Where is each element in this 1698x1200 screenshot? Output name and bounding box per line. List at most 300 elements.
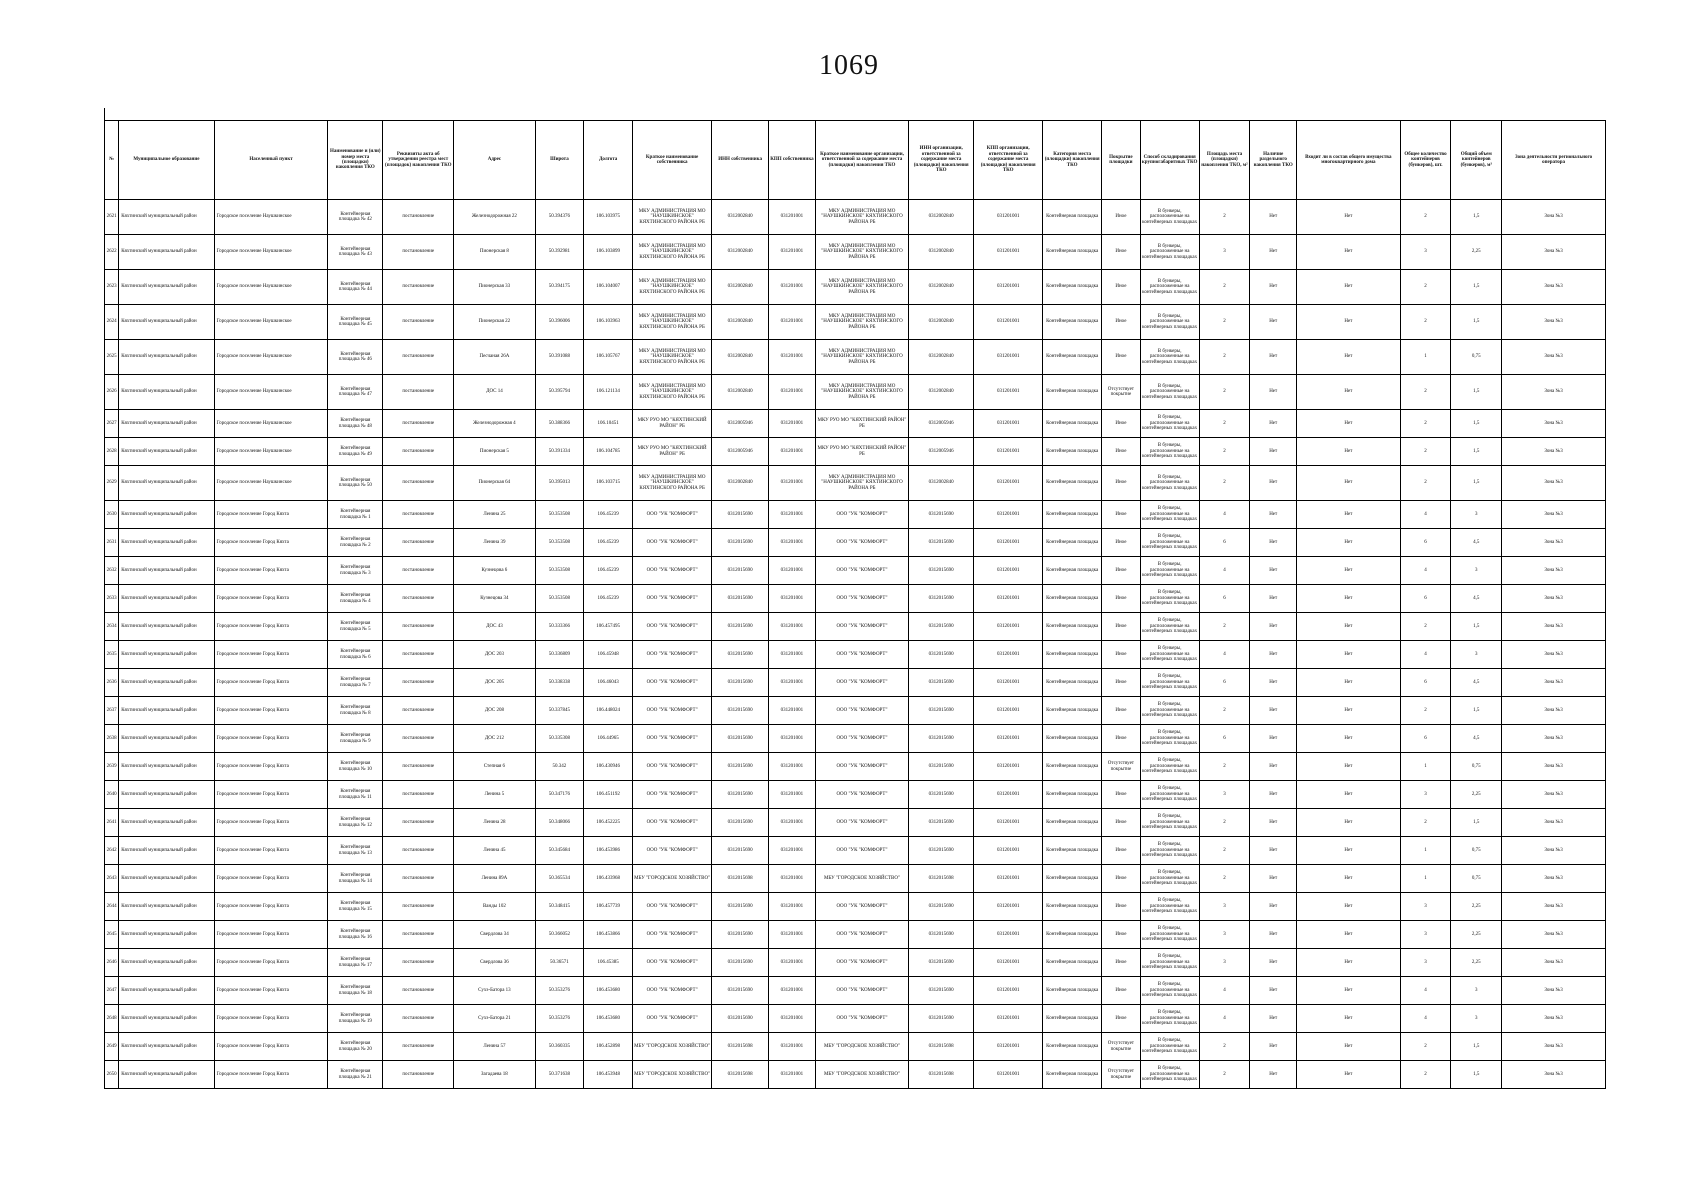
table-cell: Городское поселение Город Кяхта (214, 669, 328, 697)
table-cell: 50.394376 (535, 200, 584, 235)
table-cell: Нет (1297, 585, 1401, 613)
table-row (105, 557, 1606, 585)
table-cell: 031201001 (769, 921, 816, 949)
table-cell: 2 (1400, 200, 1451, 235)
table-cell: 2,25 (1451, 921, 1502, 949)
table-cell: 031201001 (974, 753, 1043, 781)
table-cell: 6 (1199, 585, 1250, 613)
table-cell: 031201001 (769, 613, 816, 641)
table-cell: Зона №3 (1502, 466, 1606, 501)
table-cell: Контейнерная площадка № 42 (328, 200, 383, 235)
table-cell: Контейнерная площадка (1043, 529, 1102, 557)
table-cell: Контейнерная площадка (1043, 613, 1102, 641)
table-row (105, 837, 1606, 865)
table-cell: Контейнерная площадка № 19 (328, 1005, 383, 1033)
table-cell: 106.121134 (584, 375, 633, 410)
table-cell: 50.392981 (535, 235, 584, 270)
table-cell: Контейнерная площадка (1043, 270, 1102, 305)
table-cell: Зона №3 (1502, 529, 1606, 557)
table-cell: Контейнерная площадка № 46 (328, 340, 383, 375)
table-cell: Кяхтинский муниципальный район (119, 235, 214, 270)
table-cell: МКУ АДМИНИСТРАЦИЯ МО "НАУШКИНСКОЕ" КЯХТИНСКОГО РАЙОНА РБ (815, 200, 908, 235)
table-cell: 031201001 (769, 340, 816, 375)
table-cell: Нет (1250, 466, 1297, 501)
table-cell: 031201001 (974, 1033, 1043, 1061)
table-cell: 2624 (105, 305, 119, 340)
table-cell: Кяхтинский муниципальный район (119, 669, 214, 697)
table-cell: Ленина 45 (454, 837, 535, 865)
table-cell: В бункеры, расположенные на контейнерных площадках (1140, 781, 1199, 809)
table-cell: В бункеры, расположенные на контейнерных площадках (1140, 837, 1199, 865)
table-cell: 031201001 (974, 669, 1043, 697)
table-cell: Городское поселение Город Кяхта (214, 753, 328, 781)
table-cell: 106.453986 (584, 837, 633, 865)
table-cell: В бункеры, расположенные на контейнерных площадках (1140, 865, 1199, 893)
table-cell: Кяхтинский муниципальный район (119, 466, 214, 501)
table-cell: ООО "УК "КОМФОРТ" (633, 977, 712, 1005)
table-cell: 031201001 (974, 613, 1043, 641)
table-cell: ООО "УК "КОМФОРТ" (815, 893, 908, 921)
table-cell: постановление (383, 865, 454, 893)
table-cell: Контейнерная площадка № 3 (328, 557, 383, 585)
column-header: Категория места (площадки) накопления ТКО (1043, 121, 1102, 200)
table-cell: 0312002840 (712, 200, 769, 235)
table-cell: постановление (383, 669, 454, 697)
table-cell: Нет (1297, 438, 1401, 466)
table-cell: 3 (1451, 557, 1502, 585)
table-body (105, 200, 1606, 1089)
table-cell: Контейнерная площадка № 45 (328, 305, 383, 340)
table-cell: Нет (1297, 375, 1401, 410)
table-row (105, 753, 1606, 781)
table-cell: 0312015690 (712, 809, 769, 837)
table-cell: ООО "УК "КОМФОРТ" (633, 613, 712, 641)
table-cell: 106.103899 (584, 235, 633, 270)
table-cell: МКУ АДМИНИСТРАЦИЯ МО "НАУШКИНСКОЕ" КЯХТИНСКОГО РАЙОНА РБ (633, 340, 712, 375)
table-cell: Нет (1297, 1005, 1401, 1033)
page-number: 1069 (819, 50, 879, 81)
table-cell: Зона №3 (1502, 305, 1606, 340)
table-row (105, 501, 1606, 529)
table-cell: 0312015690 (909, 977, 974, 1005)
table-cell: 0312015690 (712, 529, 769, 557)
table-cell: ООО "УК "КОМФОРТ" (815, 669, 908, 697)
table-cell: постановление (383, 949, 454, 977)
table-cell: 031201001 (974, 809, 1043, 837)
table-cell: 4 (1199, 557, 1250, 585)
table-cell: 0312015690 (712, 641, 769, 669)
table-cell: Нет (1297, 949, 1401, 977)
table-cell: Нет (1250, 557, 1297, 585)
table-cell: Городское поселение Наушкинское (214, 235, 328, 270)
table-cell: 4 (1400, 1005, 1451, 1033)
table-cell: 2 (1199, 438, 1250, 466)
table-cell: 031201001 (974, 200, 1043, 235)
table-cell: В бункеры, расположенные на контейнерных площадках (1140, 529, 1199, 557)
table-cell: 1,5 (1451, 1033, 1502, 1061)
table-cell: ООО "УК "КОМФОРТ" (815, 585, 908, 613)
table-cell: Городское поселение Наушкинское (214, 305, 328, 340)
table-cell: 2644 (105, 893, 119, 921)
table-cell: ООО "УК "КОМФОРТ" (633, 921, 712, 949)
table-cell: Зона №3 (1502, 641, 1606, 669)
table-cell: ДОС 208 (454, 697, 535, 725)
table-cell: Зона №3 (1502, 809, 1606, 837)
table-cell: 031201001 (974, 921, 1043, 949)
table-cell: ДОС 205 (454, 669, 535, 697)
table-cell: постановление (383, 1061, 454, 1089)
table-cell: 50.337845 (535, 697, 584, 725)
table-cell: постановление (383, 340, 454, 375)
table-cell: 0312002840 (712, 466, 769, 501)
table-cell: 2 (1199, 270, 1250, 305)
table-cell: постановление (383, 270, 454, 305)
table-cell: Кяхтинский муниципальный район (119, 529, 214, 557)
table-cell: Зона №3 (1502, 837, 1606, 865)
table-cell: 106.457495 (584, 613, 633, 641)
table-cell: Нет (1297, 410, 1401, 438)
table-cell: Городское поселение Город Кяхта (214, 697, 328, 725)
table-cell: 0312002840 (712, 235, 769, 270)
table-cell: 031201001 (974, 1005, 1043, 1033)
table-cell: Городское поселение Город Кяхта (214, 977, 328, 1005)
table-cell: Нет (1297, 1033, 1401, 1061)
table-cell: Иное (1102, 466, 1141, 501)
table-cell: 1,5 (1451, 697, 1502, 725)
table-cell: В бункеры, расположенные на контейнерных площадках (1140, 340, 1199, 375)
table-cell: ДОС 203 (454, 641, 535, 669)
table-cell: Городское поселение Город Кяхта (214, 837, 328, 865)
table-cell: 031201001 (769, 585, 816, 613)
table-cell: 2648 (105, 1005, 119, 1033)
table-cell: 50.366052 (535, 921, 584, 949)
table-cell: Зона №3 (1502, 1061, 1606, 1089)
table-cell: 1 (1400, 837, 1451, 865)
table-cell: 2 (1400, 305, 1451, 340)
table-cell: постановление (383, 529, 454, 557)
table-row (105, 641, 1606, 669)
table-cell: Кяхтинский муниципальный район (119, 200, 214, 235)
table-cell: Городское поселение Город Кяхта (214, 921, 328, 949)
table-cell: Нет (1250, 809, 1297, 837)
table-cell: 2,25 (1451, 235, 1502, 270)
table-cell: постановление (383, 613, 454, 641)
table-cell: МКУ АДМИНИСТРАЦИЯ МО "НАУШКИНСКОЕ" КЯХТИНСКОГО РАЙОНА РБ (633, 305, 712, 340)
column-header: Площадь места (площадки) накопления ТКО, м² (1199, 121, 1250, 200)
table-cell: 106.433968 (584, 865, 633, 893)
table-cell: 2 (1400, 809, 1451, 837)
table-cell: Контейнерная площадка № 18 (328, 977, 383, 1005)
table-cell: 2627 (105, 410, 119, 438)
table-row (105, 438, 1606, 466)
table-cell: МКУ АДМИНИСТРАЦИЯ МО "НАУШКИНСКОЕ" КЯХТИНСКОГО РАЙОНА РБ (815, 305, 908, 340)
column-header: Общий объем контейнеров (бункеров), м³ (1451, 121, 1502, 200)
table-cell: МКУ АДМИНИСТРАЦИЯ МО "НАУШКИНСКОЕ" КЯХТИНСКОГО РАЙОНА РБ (633, 375, 712, 410)
table-cell: 2 (1199, 305, 1250, 340)
table-cell: Нет (1250, 641, 1297, 669)
table-cell: Контейнерная площадка (1043, 410, 1102, 438)
table-cell: 1 (1400, 753, 1451, 781)
table-cell: Нет (1297, 529, 1401, 557)
table-cell: Контейнерная площадка № 4 (328, 585, 383, 613)
table-cell: Нет (1250, 781, 1297, 809)
table-cell: ООО "УК "КОМФОРТ" (633, 949, 712, 977)
table-cell: 0312015690 (909, 557, 974, 585)
table-cell: 031201001 (974, 641, 1043, 669)
table-cell: 031201001 (769, 893, 816, 921)
table-cell: Городское поселение Наушкинское (214, 466, 328, 501)
table-cell: Иное (1102, 585, 1141, 613)
table-cell: 6 (1400, 669, 1451, 697)
table-cell: 2634 (105, 613, 119, 641)
table-cell: 3 (1199, 893, 1250, 921)
table-cell: 031201001 (769, 305, 816, 340)
table-cell: Кяхтинский муниципальный район (119, 641, 214, 669)
table-cell: 50.353508 (535, 585, 584, 613)
table-cell: 106.451192 (584, 781, 633, 809)
table-row (105, 781, 1606, 809)
table-cell: МБУ "ГОРОДСКОЕ ХОЗЯЙСТВО" (815, 1033, 908, 1061)
table-cell: 2 (1199, 1033, 1250, 1061)
table-cell: 3 (1400, 921, 1451, 949)
table-cell: Нет (1297, 270, 1401, 305)
table-cell: Контейнерная площадка № 20 (328, 1033, 383, 1061)
table-cell: 106.103715 (584, 466, 633, 501)
table-cell: 031201001 (769, 753, 816, 781)
table-cell: 50.348415 (535, 893, 584, 921)
table-cell: Кяхтинский муниципальный район (119, 977, 214, 1005)
table-cell: Зона №3 (1502, 375, 1606, 410)
table-cell: Иное (1102, 781, 1141, 809)
table-cell: 031201001 (974, 697, 1043, 725)
table-cell: 50.388366 (535, 410, 584, 438)
table-cell: ООО "УК "КОМФОРТ" (633, 557, 712, 585)
table-cell: Нет (1250, 501, 1297, 529)
table-cell: Зона №3 (1502, 501, 1606, 529)
table-cell: ООО "УК "КОМФОРТ" (633, 641, 712, 669)
table-cell: Нет (1250, 1061, 1297, 1089)
table-cell: 3 (1199, 235, 1250, 270)
table-cell: Нет (1297, 753, 1401, 781)
table-cell: Кяхтинский муниципальный район (119, 865, 214, 893)
table-cell: Зона №3 (1502, 781, 1606, 809)
table-cell: 2643 (105, 865, 119, 893)
table-cell: 031201001 (769, 949, 816, 977)
table-cell: 50.353276 (535, 1005, 584, 1033)
table-cell: Кяхтинский муниципальный район (119, 613, 214, 641)
table-cell: Городское поселение Город Кяхта (214, 893, 328, 921)
table-header-row (105, 121, 1606, 200)
table-cell: Кяхтинский муниципальный район (119, 557, 214, 585)
table-cell: 1,5 (1451, 438, 1502, 466)
table-cell: 031201001 (769, 1033, 816, 1061)
table-cell: 031201001 (769, 781, 816, 809)
table-cell: Нет (1250, 340, 1297, 375)
table-cell: 6 (1199, 725, 1250, 753)
table-cell: Пионерская 64 (454, 466, 535, 501)
table-cell: 2 (1199, 697, 1250, 725)
table-cell: 2 (1199, 340, 1250, 375)
table-cell: МБУ "ГОРОДСКОЕ ХОЗЯЙСТВО" (815, 1061, 908, 1089)
table-cell: 2 (1199, 865, 1250, 893)
table-cell: 50.347176 (535, 781, 584, 809)
table-cell: В бункеры, расположенные на контейнерных площадках (1140, 1033, 1199, 1061)
table-cell: 50.391088 (535, 340, 584, 375)
table-cell: Нет (1297, 557, 1401, 585)
table-cell: МКУ АДМИНИСТРАЦИЯ МО "НАУШКИНСКОЕ" КЯХТИНСКОГО РАЙОНА РБ (633, 466, 712, 501)
table-cell: Нет (1250, 270, 1297, 305)
table-cell: 50.353508 (535, 529, 584, 557)
table-cell: 031201001 (769, 1005, 816, 1033)
table-cell: 031201001 (974, 1061, 1043, 1089)
table-cell: 2635 (105, 641, 119, 669)
table-cell: Ленина 57 (454, 1033, 535, 1061)
table-cell: Железнодорожная 4 (454, 410, 535, 438)
table-cell: МКУ РУО МО "КЯХТИНСКИЙ РАЙОН" РБ (815, 410, 908, 438)
table-cell: ДОС 43 (454, 613, 535, 641)
table-cell: 0312002840 (909, 270, 974, 305)
table-cell: 0312015690 (909, 809, 974, 837)
table-cell: Контейнерная площадка (1043, 1061, 1102, 1089)
table-cell: 031201001 (974, 410, 1043, 438)
table-cell: 50.353508 (535, 501, 584, 529)
table-cell: Контейнерная площадка (1043, 1033, 1102, 1061)
table-cell: Кяхтинский муниципальный район (119, 305, 214, 340)
table-cell: 0312002840 (712, 340, 769, 375)
table-cell: 106.44965 (584, 725, 633, 753)
table-cell: 2628 (105, 438, 119, 466)
table-cell: 1,5 (1451, 270, 1502, 305)
table-cell: ООО "УК "КОМФОРТ" (815, 1005, 908, 1033)
table-cell: 031201001 (769, 438, 816, 466)
table-cell: 4,5 (1451, 529, 1502, 557)
table-cell: Ванды 102 (454, 893, 535, 921)
table-cell: В бункеры, расположенные на контейнерных площадках (1140, 270, 1199, 305)
table-cell: В бункеры, расположенные на контейнерных площадках (1140, 235, 1199, 270)
table-cell: ООО "УК "КОМФОРТ" (815, 641, 908, 669)
table-cell: Кузнецова 34 (454, 585, 535, 613)
table-cell: Ленина 89А (454, 865, 535, 893)
column-header: Наименование и (или) номер места (площадки) накопления ТКО (328, 121, 383, 200)
table-cell: 50.365534 (535, 865, 584, 893)
table-cell: постановление (383, 410, 454, 438)
table-cell: Иное (1102, 641, 1141, 669)
table-cell: Нет (1297, 340, 1401, 375)
table-cell: Иное (1102, 557, 1141, 585)
table-cell: 0,75 (1451, 340, 1502, 375)
table-cell: 50.36571 (535, 949, 584, 977)
table-cell: Иное (1102, 865, 1141, 893)
column-header: ИНН организации, ответственной за содержание места (площадки) накопления ТКО (909, 121, 974, 200)
table-cell: Кяхтинский муниципальный район (119, 837, 214, 865)
table-cell: 106.457739 (584, 893, 633, 921)
table-cell: Нет (1250, 1033, 1297, 1061)
table-cell: 4 (1400, 641, 1451, 669)
table-cell: Кяхтинский муниципальный район (119, 949, 214, 977)
table-cell: Зона №3 (1502, 340, 1606, 375)
table-cell: В бункеры, расположенные на контейнерных площадках (1140, 501, 1199, 529)
table-cell: Городское поселение Наушкинское (214, 375, 328, 410)
table-cell: 4 (1400, 557, 1451, 585)
table-cell: постановление (383, 977, 454, 1005)
table-cell: В бункеры, расположенные на контейнерных площадках (1140, 753, 1199, 781)
table-cell: постановление (383, 921, 454, 949)
table-cell: Нет (1297, 305, 1401, 340)
table-cell: 2 (1199, 375, 1250, 410)
table-cell: Контейнерная площадка (1043, 585, 1102, 613)
table-cell: Сухэ-Батора 21 (454, 1005, 535, 1033)
table-cell: Зона №3 (1502, 893, 1606, 921)
table-cell: 3 (1199, 921, 1250, 949)
table-cell: В бункеры, расположенные на контейнерных площадках (1140, 557, 1199, 585)
table-cell: В бункеры, расположенные на контейнерных площадках (1140, 1005, 1199, 1033)
table-cell: 3 (1199, 949, 1250, 977)
table-cell: Контейнерная площадка (1043, 977, 1102, 1005)
table-cell: 50.335308 (535, 725, 584, 753)
table-cell: 031201001 (769, 235, 816, 270)
table-cell: 0312015690 (712, 781, 769, 809)
table-cell: Контейнерная площадка № 1 (328, 501, 383, 529)
table-cell: 106.45948 (584, 641, 633, 669)
table-cell: Нет (1250, 375, 1297, 410)
table-cell: В бункеры, расположенные на контейнерных площадках (1140, 977, 1199, 1005)
table-cell: Контейнерная площадка № 44 (328, 270, 383, 305)
table-cell: постановление (383, 837, 454, 865)
table-cell: Иное (1102, 697, 1141, 725)
table-cell: 0312015690 (909, 641, 974, 669)
table-cell: Пионерская 8 (454, 235, 535, 270)
table-cell: Кяхтинский муниципальный район (119, 921, 214, 949)
table-row (105, 200, 1606, 235)
table-cell: В бункеры, расположенные на контейнерных площадках (1140, 466, 1199, 501)
table-cell: Загадаева 18 (454, 1061, 535, 1089)
table-cell: Нет (1297, 865, 1401, 893)
table-cell: ООО "УК "КОМФОРТ" (633, 781, 712, 809)
table-cell: Нет (1297, 1061, 1401, 1089)
table-cell: 3 (1400, 781, 1451, 809)
table-cell: Иное (1102, 200, 1141, 235)
table-cell: 106.104785 (584, 438, 633, 466)
table-cell: 0312015690 (909, 753, 974, 781)
table-cell: 2650 (105, 1061, 119, 1089)
table-cell: 031201001 (974, 557, 1043, 585)
table-cell: ООО "УК "КОМФОРТ" (633, 893, 712, 921)
table-cell: Иное (1102, 410, 1141, 438)
table-cell: 031201001 (974, 466, 1043, 501)
table-cell: ООО "УК "КОМФОРТ" (633, 725, 712, 753)
table-cell: 0312015690 (909, 725, 974, 753)
column-header: Зона деятельности регионального оператора (1502, 121, 1606, 200)
table-cell: Городское поселение Город Кяхта (214, 1061, 328, 1089)
table-row (105, 949, 1606, 977)
table-cell: Нет (1250, 697, 1297, 725)
table-cell: В бункеры, расположенные на контейнерных площадках (1140, 585, 1199, 613)
table-cell: Городское поселение Город Кяхта (214, 865, 328, 893)
table-row (105, 977, 1606, 1005)
table-cell: 2 (1199, 753, 1250, 781)
table-cell: Сухэ-Батора 13 (454, 977, 535, 1005)
column-header: Краткое наименование организации, ответственной за содержание места (площадки) накопления ТКО (815, 121, 908, 200)
table-cell: Нет (1297, 613, 1401, 641)
table-cell: 0312015690 (909, 921, 974, 949)
table-cell: 1 (1400, 865, 1451, 893)
table-cell: постановление (383, 641, 454, 669)
table-cell: Отсутствует покрытие (1102, 753, 1141, 781)
table-cell: Кяхтинский муниципальный район (119, 340, 214, 375)
table-cell: МКУ РУО МО "КЯХТИНСКИЙ РАЙОН" РБ (633, 410, 712, 438)
table-cell: Зона №3 (1502, 557, 1606, 585)
table-cell: Пионерская 5 (454, 438, 535, 466)
